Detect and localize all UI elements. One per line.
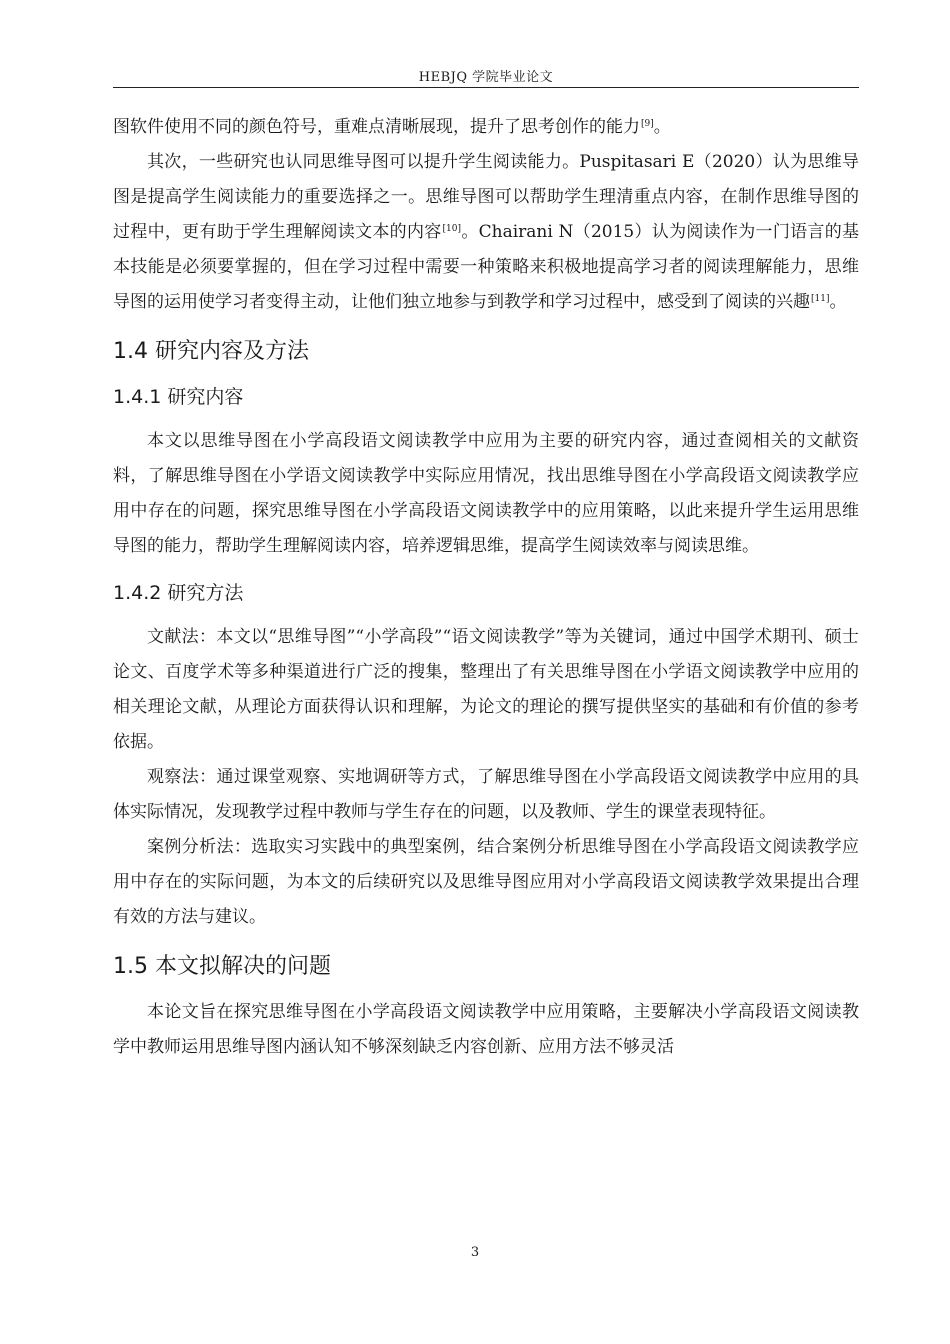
subsection-heading-1-4-2: 1.4.2 研究方法	[113, 582, 244, 604]
page-header-title: HEBJQ 学院毕业论文	[418, 70, 554, 85]
paragraph-end: 。	[829, 292, 847, 312]
paragraph-research-content: 本文以思维导图在小学高段语文阅读教学中应用为主要的研究内容，通过查阅相关的文献资料，了解思维导图在小学语文阅读教学中实际应用情况，找出思维导图在小学高段语文阅读教学应用中存在的问题，探究思维导图在小学高段语文阅读教学中的应用策略，以此来提升学生运用思维导图的能力，帮助学生理解阅读内容，培养逻辑思维，提高学生阅读效率与阅读思维。	[113, 431, 859, 556]
paragraph-text: 。Chairani N（2015）认为阅读作为一门语言的基本技能是必须要掌握的，但在学习过程中需要一种策略来积极地提高学习者的阅读理解能力，思维导图的运用使学习者变得主动，让他们独立地参与到教学和学习过程中，感受到了阅读的兴趣	[113, 222, 860, 312]
citation-ref: [10]	[442, 224, 462, 234]
paragraph-observation-method: 观察法：通过课堂观察、实地调研等方式，了解思维导图在小学高段语文阅读教学中应用的具体实际情况，发现教学过程中教师与学生存在的问题，以及教师、学生的课堂表现特征。	[113, 767, 859, 822]
page-number: 3	[470, 1245, 480, 1260]
page-body	[113, 110, 859, 1065]
section-heading-1-4: 1.4 研究内容及方法	[113, 339, 309, 364]
paragraph-text: 图软件使用不同的颜色符号，重难点清晰展现，提升了思考创作的能力	[113, 117, 640, 137]
header-divider	[113, 87, 859, 88]
citation-ref: [9]	[641, 119, 654, 129]
subsection-heading-1-4-1: 1.4.1 研究内容	[113, 386, 244, 408]
paragraph-problems: 本论文旨在探究思维导图在小学高段语文阅读教学中应用策略，主要解决小学高段语文阅读教学中教师运用思维导图内涵认知不够深刻缺乏内容创新、应用方法不够灵活	[113, 1002, 859, 1057]
citation-ref: [11]	[811, 294, 830, 304]
paragraph-case-analysis-method: 案例分析法：选取实习实践中的典型案例，结合案例分析思维导图在小学高段语文阅读教学应用中存在的实际问题，为本文的后续研究以及思维导图应用对小学高段语文阅读教学效果提出合理有效的方法与建议。	[113, 837, 859, 927]
paragraph-reading-ability	[113, 145, 859, 320]
paragraph-continuation	[113, 110, 859, 145]
paragraph-literature-method: 文献法：本文以“思维导图”“小学高段”“语文阅读教学”等为关键词，通过中国学术期刊、硕士论文、百度学术等多种渠道进行广泛的搜集，整理出了有关思维导图在小学语文阅读教学中应用的相关理论文献，从理论方面获得认识和理解，为论文的理论的撰写提供坚实的基础和有价值的参考依据。	[113, 627, 859, 752]
paragraph-text: 其次，一些研究也认同思维导图可以提升学生阅读能力。Puspitasari E（2020）认为思维导图是提高学生阅读能力的重要选择之一。思维导图可以帮助学生理清重点内容，在制作思维导图的过程中，更有助于学生理解阅读文本的内容	[113, 152, 859, 242]
section-heading-1-5: 1.5 本文拟解决的问题	[113, 954, 331, 979]
paragraph-end: 。	[653, 117, 671, 137]
